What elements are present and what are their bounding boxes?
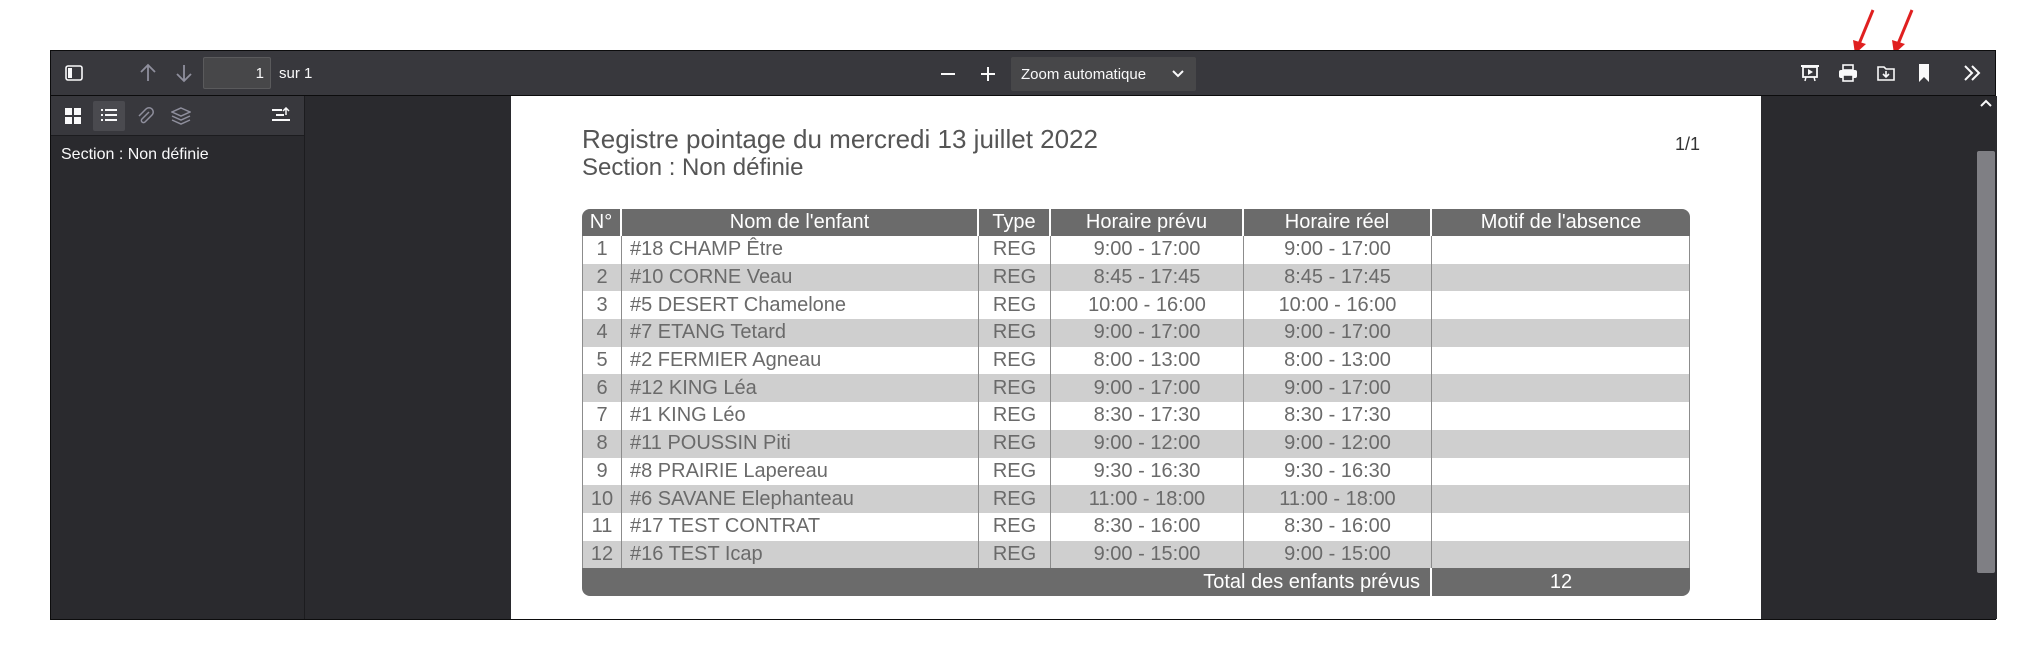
table-cell: REG <box>979 430 1051 458</box>
table-cell <box>1432 347 1690 375</box>
table-row <box>582 430 1690 458</box>
table-cell: 9:00 - 15:00 <box>1051 541 1244 569</box>
pdf-viewer <box>50 50 1996 620</box>
attendance-table-wrapper <box>582 209 1690 596</box>
table-cell: 2 <box>582 264 622 292</box>
column-header-planned-hours: Horaire prévu <box>1051 209 1244 236</box>
chevron-down-icon <box>1172 70 1184 78</box>
sidebar-toggle-button[interactable] <box>57 56 91 90</box>
zoom-out-icon <box>939 65 957 83</box>
layers-icon <box>171 107 191 125</box>
table-cell <box>1432 319 1690 347</box>
sidebar <box>51 96 305 619</box>
table-cell: 7 <box>582 402 622 430</box>
table-cell <box>1432 374 1690 402</box>
document-title: Registre pointage du mercredi 13 juillet 2022 <box>582 124 1098 154</box>
sidebar-toggle-icon <box>65 65 83 81</box>
table-cell: 11 <box>582 513 622 541</box>
table-cell <box>1432 458 1690 486</box>
table-cell: 9:00 - 17:00 <box>1051 236 1244 264</box>
table-cell: REG <box>979 291 1051 319</box>
table-cell: 9:30 - 16:30 <box>1051 458 1244 486</box>
table-row <box>582 485 1690 513</box>
zoom-select-value: Zoom automatique <box>1021 65 1147 83</box>
table-cell: 9:00 - 12:00 <box>1244 430 1432 458</box>
table-cell: #18 CHAMP Être <box>622 236 979 264</box>
current-outline-icon <box>271 107 291 125</box>
bookmark-button[interactable] <box>1907 56 1941 90</box>
table-cell: REG <box>979 347 1051 375</box>
column-header-actual-hours: Horaire réel <box>1244 209 1432 236</box>
table-row <box>582 347 1690 375</box>
table-body <box>582 236 1690 568</box>
table-cell: #12 KING Léa <box>622 374 979 402</box>
table-cell: 8:30 - 17:30 <box>1244 402 1432 430</box>
print-icon <box>1838 63 1858 83</box>
annotation-arrow-print <box>1859 10 1873 44</box>
table-cell: #2 FERMIER Agneau <box>622 347 979 375</box>
thumbnails-button[interactable] <box>57 101 89 131</box>
table-cell: 8:00 - 13:00 <box>1244 347 1432 375</box>
table-cell <box>1432 430 1690 458</box>
print-button[interactable] <box>1831 56 1865 90</box>
table-cell: 4 <box>582 319 622 347</box>
page-indicator: 1/1 <box>1674 134 1700 154</box>
document-area <box>305 96 1997 619</box>
attachments-button[interactable] <box>129 101 161 131</box>
table-cell: REG <box>979 513 1051 541</box>
vertical-scrollbar[interactable] <box>1975 96 1997 619</box>
table-row <box>582 236 1690 264</box>
column-header-number: N° <box>582 209 622 236</box>
table-cell: #1 KING Léo <box>622 402 979 430</box>
pdf-page <box>511 96 1761 619</box>
table-cell: 9 <box>582 458 622 486</box>
column-header-child-name: Nom de l'enfant <box>622 209 979 236</box>
table-cell: 10:00 - 16:00 <box>1244 291 1432 319</box>
table-cell: 11:00 - 18:00 <box>1244 485 1432 513</box>
table-cell: 8:00 - 13:00 <box>1051 347 1244 375</box>
attachments-icon <box>136 107 154 125</box>
find-current-outline-button[interactable] <box>265 101 297 131</box>
table-cell: REG <box>979 319 1051 347</box>
table-cell: #8 PRAIRIE Lapereau <box>622 458 979 486</box>
outline-item[interactable]: Section : Non définie <box>61 146 209 163</box>
table-row <box>582 319 1690 347</box>
table-cell: 5 <box>582 347 622 375</box>
column-header-type: Type <box>979 209 1051 236</box>
table-row <box>582 374 1690 402</box>
zoom-in-button[interactable] <box>971 57 1005 91</box>
table-cell <box>1432 236 1690 264</box>
table-cell: REG <box>979 236 1051 264</box>
arrow-down-icon <box>175 63 193 83</box>
table-cell: 8:30 - 17:30 <box>1051 402 1244 430</box>
table-footer-row <box>582 568 1690 596</box>
presentation-icon <box>1800 63 1820 83</box>
arrow-up-icon <box>139 63 157 83</box>
table-header-row <box>582 209 1690 236</box>
table-cell: 8:30 - 16:00 <box>1051 513 1244 541</box>
zoom-in-icon <box>979 65 997 83</box>
table-cell: 11:00 - 18:00 <box>1051 485 1244 513</box>
next-page-button[interactable] <box>167 56 201 90</box>
table-cell: 8:45 - 17:45 <box>1051 264 1244 292</box>
page-number-input[interactable] <box>203 57 271 89</box>
table-cell <box>1432 513 1690 541</box>
table-cell: 10:00 - 16:00 <box>1051 291 1244 319</box>
total-value: 12 <box>1432 568 1690 596</box>
table-row <box>582 264 1690 292</box>
scrollbar-thumb[interactable] <box>1977 151 1995 573</box>
save-icon <box>1876 63 1896 83</box>
annotation-arrow-save <box>1898 10 1912 44</box>
page-count-label: sur 1 <box>279 64 313 82</box>
table-cell: 8 <box>582 430 622 458</box>
table-row <box>582 458 1690 486</box>
table-cell: 9:00 - 15:00 <box>1244 541 1432 569</box>
table-cell: #5 DESERT Chamelone <box>622 291 979 319</box>
table-cell: 1 <box>582 236 622 264</box>
table-row <box>582 402 1690 430</box>
layers-button[interactable] <box>165 101 197 131</box>
table-cell: 9:00 - 17:00 <box>1244 374 1432 402</box>
table-row <box>582 291 1690 319</box>
column-header-absence-reason: Motif de l'absence <box>1432 209 1690 236</box>
document-subtitle: Section : Non définie <box>582 154 804 181</box>
table-cell: #11 POUSSIN Piti <box>622 430 979 458</box>
table-row <box>582 541 1690 569</box>
table-cell: 9:30 - 16:30 <box>1244 458 1432 486</box>
table-cell: #16 TEST Icap <box>622 541 979 569</box>
table-cell: 9:00 - 17:00 <box>1244 319 1432 347</box>
table-cell <box>1432 541 1690 569</box>
table-cell <box>1432 291 1690 319</box>
table-cell: #7 ETANG Tetard <box>622 319 979 347</box>
table-cell: 3 <box>582 291 622 319</box>
main-toolbar <box>51 51 1995 96</box>
sidebar-toolbar <box>51 96 304 136</box>
total-label: Total des enfants prévus <box>582 568 1432 596</box>
table-cell: 12 <box>582 541 622 569</box>
table-cell: 6 <box>582 374 622 402</box>
table-cell: #17 TEST CONTRAT <box>622 513 979 541</box>
save-button[interactable] <box>1869 56 1903 90</box>
outline-icon <box>100 107 118 125</box>
table-cell: 8:30 - 16:00 <box>1244 513 1432 541</box>
bookmark-icon <box>1916 63 1932 83</box>
table-cell: 9:00 - 17:00 <box>1244 236 1432 264</box>
table-cell <box>1432 402 1690 430</box>
table-cell: REG <box>979 485 1051 513</box>
table-cell: 8:45 - 17:45 <box>1244 264 1432 292</box>
zoom-out-button[interactable] <box>931 57 965 91</box>
table-cell: REG <box>979 458 1051 486</box>
table-cell: REG <box>979 374 1051 402</box>
attendance-table <box>582 209 1690 596</box>
double-chevron-right-icon <box>1962 63 1982 83</box>
table-cell: 9:00 - 17:00 <box>1051 319 1244 347</box>
thumbnails-icon <box>64 107 82 125</box>
scroll-up-icon[interactable] <box>1980 98 1992 110</box>
previous-page-button[interactable] <box>131 56 165 90</box>
table-cell: REG <box>979 541 1051 569</box>
table-cell: 9:00 - 12:00 <box>1051 430 1244 458</box>
table-cell <box>1432 485 1690 513</box>
table-cell <box>1432 264 1690 292</box>
table-cell: REG <box>979 264 1051 292</box>
table-cell: 10 <box>582 485 622 513</box>
table-cell: #6 SAVANE Elephanteau <box>622 485 979 513</box>
table-cell: 9:00 - 17:00 <box>1051 374 1244 402</box>
table-cell: REG <box>979 402 1051 430</box>
tools-button[interactable] <box>1955 56 1989 90</box>
outline-button[interactable] <box>93 101 125 131</box>
table-cell: #10 CORNE Veau <box>622 264 979 292</box>
zoom-select[interactable] <box>1011 57 1196 91</box>
presentation-mode-button[interactable] <box>1793 56 1827 90</box>
table-row <box>582 513 1690 541</box>
